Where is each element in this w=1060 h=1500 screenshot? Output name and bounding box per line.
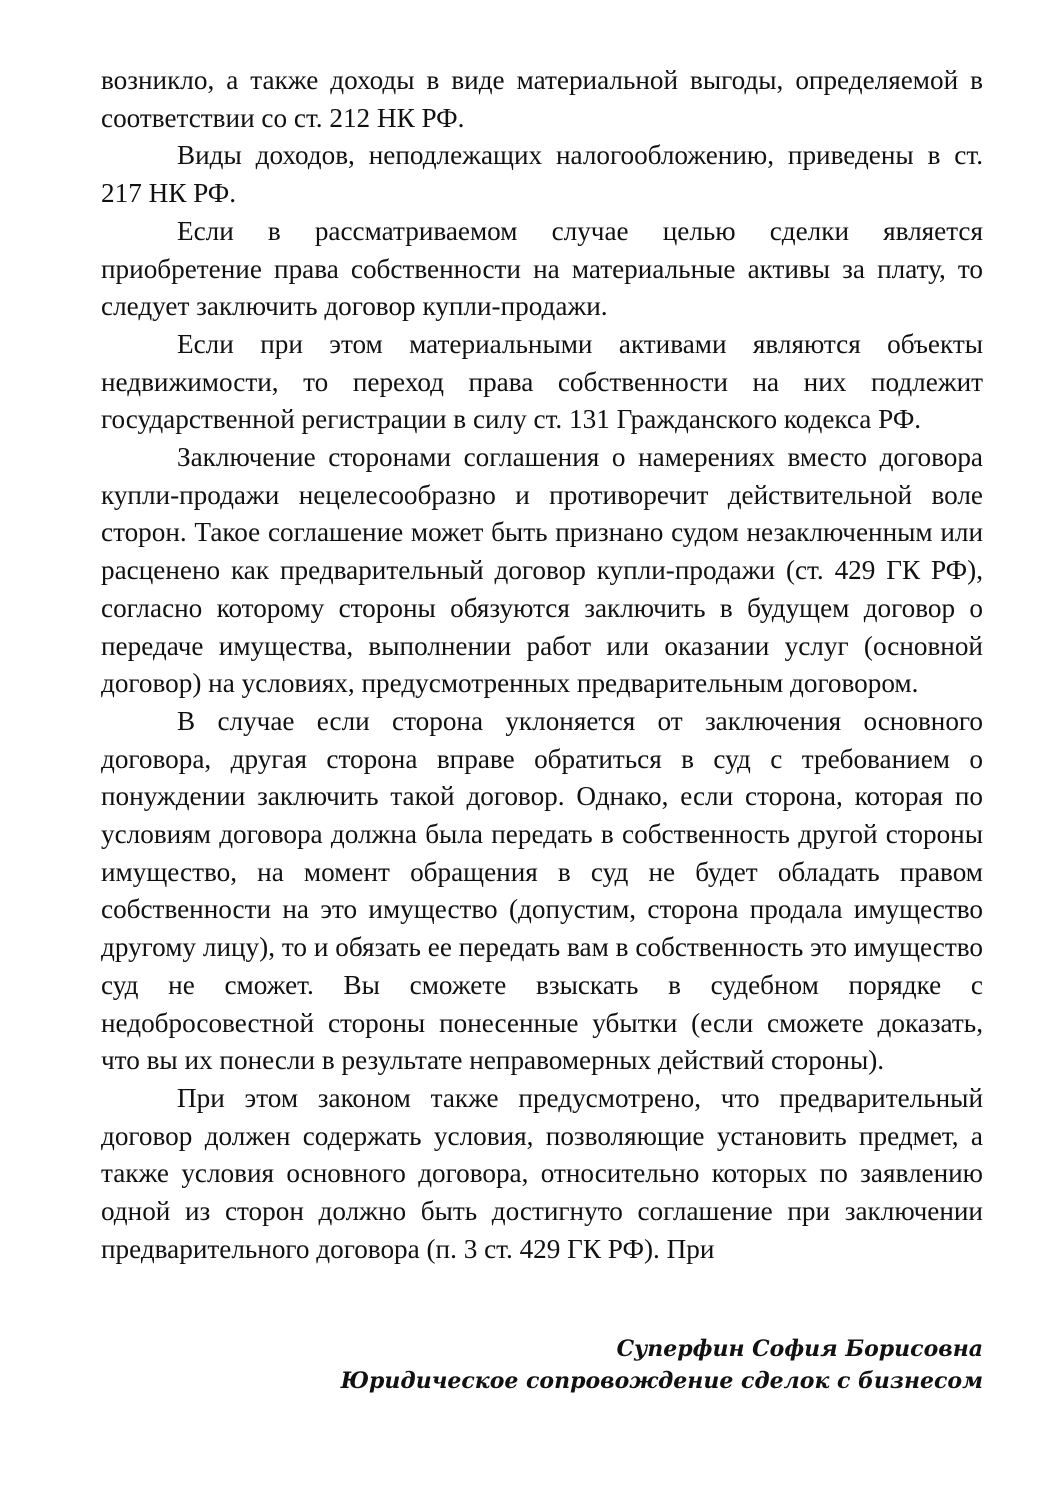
paragraph-continuation: возникло, а также доходы в виде материальной выгоды, определяемой в соответствии со ст. 212 НК РФ.: [101, 65, 983, 133]
paragraph-real-estate-registration: Если при этом материальными активами являются объекты недвижимости, то переход права собственности на них подлежит государственной регистрации в силу ст. 131 Гражданского кодекса РФ.: [101, 328, 983, 435]
paragraph-intent-agreement: Заключение сторонами соглашения о намерениях вместо договора купли-продажи нецелесообразно и противоречит действительной воле сторон. Такое соглашение может быть признано судом незаключенным или расценено как предварительный договор купли-продажи (ст. 429 ГК РФ), согласно которому стороны обязуются заключить в будущем договор о передаче имущества, выполнении работ или оказании услуг (основной договор) на условиях, предусмотренных предварительным договором.: [101, 442, 983, 699]
footer-subtitle: Юридическое сопровождение сделок с бизнесом: [340, 1368, 983, 1394]
footer-author: Суперфин София Борисовна: [616, 1336, 983, 1362]
paragraph-evasion-of-contract: В случае если сторона уклоняется от заключения основного договора, другая сторона вправе обратиться в суд с требованием о понуждении заключить такой договор. Однако, если сторона, которая по условиям договора должна была передать в собственность другой стороны имущество, на момент обращения в суд не будет обладать правом собственности на это имущество (допустим, сторона продала имущество другому лицу), то и обязать ее передать вам в собственность это имущество суд не сможет. Вы сможете взыскать в судебном порядке с недобросовестной стороны понесенные убытки (если сможете доказать, что вы их понесли в результате неправомерных действий стороны).: [101, 705, 983, 1076]
paragraph-nontaxable-income: Виды доходов, неподлежащих налогообложению, приведены в ст. 217 НК РФ.: [101, 140, 983, 209]
paragraph-preliminary-contract-terms: При этом законом также предусмотрено, что предварительный договор должен содержать условия, позволяющие установить предмет, а также условия основного договора, относительно которых по заявлению одной из сторон должно быть достигнуто соглашение при заключении предварительного договора (п. 3 ст. 429 ГК РФ). При: [101, 1082, 983, 1264]
document-body: [101, 62, 983, 1269]
page-footer: [101, 1333, 983, 1397]
paragraph-purchase-contract: Если в рассматриваемом случае целью сделки является приобретение права собственности на материальные активы за плату, то следует заключить договор купли-продажи.: [101, 215, 983, 322]
